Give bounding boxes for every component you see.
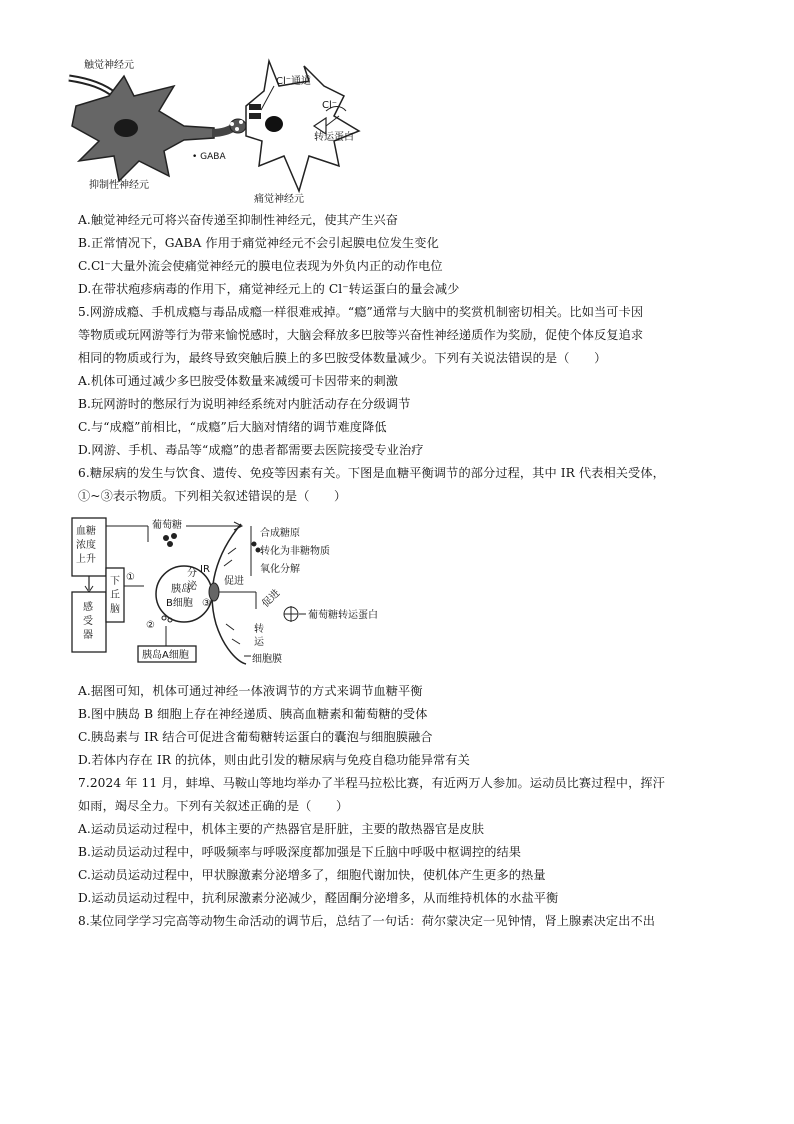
- num-1: ①: [126, 572, 135, 583]
- receptor-line1: 感: [83, 602, 93, 613]
- effect-3: 氧化分解: [260, 564, 300, 575]
- q7-stem-line2: 如雨，竭尽全力。下列有关叙述正确的是（ ）: [78, 799, 349, 813]
- receptor-line3: 器: [83, 630, 93, 641]
- q4-option-b: B.正常情况下，GABA 作用于痛觉神经元不会引起膜电位发生变化: [78, 236, 439, 250]
- cl-channel-label: Cl⁻通道: [276, 76, 312, 87]
- q7-option-d: D.运动员运动过程中，抗利尿激素分泌减少，醛固酮分泌增多，从而维持机体的水盐平衡: [78, 891, 559, 905]
- q5-option-b: B.玩网游时的憋尿行为说明神经系统对内脏活动存在分级调节: [78, 397, 411, 411]
- secrete-line2: 泌: [187, 581, 197, 592]
- promote-2-label: 促进: [260, 587, 283, 610]
- transport-line2: 运: [254, 637, 264, 648]
- q6-option-a: A.据图可知，机体可通过神经一体液调节的方式来调节血糖平衡: [78, 684, 423, 698]
- q6-stem-line1: 6.糖尿病的发生与饮食、遗传、免疫等因素有关。下图是血糖平衡调节的部分过程，其中 IR 代表相关受体，: [78, 466, 665, 480]
- receptor-line2: 受: [83, 616, 93, 627]
- islet-b-line2: B细胞: [166, 598, 193, 609]
- islet-b-line1: 胰岛: [171, 584, 191, 595]
- q6-option-b: B.图中胰岛 B 细胞上存在神经递质、胰高血糖素和葡萄糖的受体: [78, 707, 428, 721]
- secrete-line1: 分: [187, 568, 197, 579]
- q7-option-a: A.运动员运动过程中，机体主要的产热器官是肝脏，主要的散热器官是皮肤: [78, 822, 485, 836]
- q5-option-c: C.与“成瘾”前相比，“成瘾”后大脑对情绪的调节难度降低: [78, 420, 387, 434]
- gaba-label: • GABA: [192, 152, 226, 162]
- hypothalamus-line1: 下: [110, 576, 120, 587]
- neuron-diagram: [64, 56, 374, 206]
- q7-option-c: C.运动员运动过程中，甲状腺激素分泌增多了，细胞代谢加快，使机体产生更多的热量: [78, 868, 546, 882]
- q7-option-b: B.运动员运动过程中，呼吸频率与呼吸深度都加强是下丘脑中呼吸中枢调控的结果: [78, 845, 522, 859]
- glucose-transporter-label: 葡萄糖转运蛋白: [308, 610, 378, 621]
- q5-stem-line2: 等物质或玩网游等行为带来愉悦感时，大脑会释放多巴胺等兴奋性神经递质作为奖励，促使个体反复追求: [78, 328, 644, 342]
- q5-option-a: A.机体可通过减少多巴胺受体数量来减缓可卡因带来的刺激: [78, 374, 399, 388]
- effect-1: 合成糖原: [260, 528, 300, 539]
- ir-label: IR: [200, 564, 210, 575]
- q5-stem-line3: 相同的物质或行为，最终导致突触后膜上的多巴胺受体数量减少。下列有关说法错误的是（ ）: [78, 351, 607, 365]
- q4-option-a: A.触觉神经元可将兴奋传递至抑制性神经元，使其产生兴奋: [78, 213, 399, 227]
- q5-stem-line1: 5.网游成瘾、手机成瘾与毒品成瘾一样很难戒掉。“瘾”通常与大脑中的奖赏机制密切相关。比如当可卡因: [78, 305, 644, 319]
- transporter-label: 转运蛋白: [314, 132, 354, 143]
- promote-1-label: 促进: [224, 576, 244, 587]
- islet-a-label: 胰岛A细胞: [142, 650, 189, 661]
- blood-sugar-line2: 浓度: [76, 540, 96, 551]
- q6-stem-line2: ①~③表示物质。下列相关叙述错误的是（ ）: [78, 489, 347, 503]
- blood-sugar-line3: 上升: [76, 554, 96, 565]
- q8-stem-line1: 8.某位同学学习完高等动物生命活动的调节后，总结了一句话：荷尔蒙决定一见钟情，肾上腺素决定出不出: [78, 914, 656, 928]
- inhibitory-neuron-label: 抑制性神经元: [89, 180, 149, 191]
- q7-stem-line1: 7.2024 年 11 月，蚌埠、马鞍山等地均举办了半程马拉松比赛，有近两万人参加。运动员比赛过程中，挥汗: [78, 776, 665, 790]
- hypothalamus-line3: 脑: [110, 604, 120, 615]
- membrane-label: 细胞膜: [252, 654, 282, 665]
- q4-option-c: C.Cl⁻大量外流会使痛觉神经元的膜电位表现为外负内正的动作电位: [78, 259, 443, 273]
- effect-2: 转化为非糖物质: [260, 546, 330, 557]
- cl-ion-label: Cl⁻: [322, 100, 338, 111]
- blood-sugar-line1: 血糖: [76, 526, 96, 537]
- blood-sugar-diagram: [66, 514, 396, 666]
- q5-option-d: D.网游、手机、毒品等“成瘾”的患者都需要去医院接受专业治疗: [78, 443, 424, 457]
- tactile-neuron-label: 触觉神经元: [84, 60, 134, 71]
- hypothalamus-line2: 丘: [110, 590, 120, 601]
- num-3: ③: [202, 598, 211, 609]
- q6-option-d: D.若体内存在 IR 的抗体，则由此引发的糖尿病与免疫自稳功能异常有关: [78, 753, 470, 767]
- transport-line1: 转: [254, 624, 264, 635]
- pain-neuron-label: 痛觉神经元: [254, 194, 304, 205]
- glucose-label: 葡萄糖: [152, 520, 182, 531]
- q4-option-d: D.在带状疱疹病毒的作用下，痛觉神经元上的 Cl⁻转运蛋白的量会减少: [78, 282, 460, 296]
- q6-option-c: C.胰岛素与 IR 结合可促进含葡萄糖转运蛋白的囊泡与细胞膜融合: [78, 730, 433, 744]
- num-2: ②: [146, 620, 155, 631]
